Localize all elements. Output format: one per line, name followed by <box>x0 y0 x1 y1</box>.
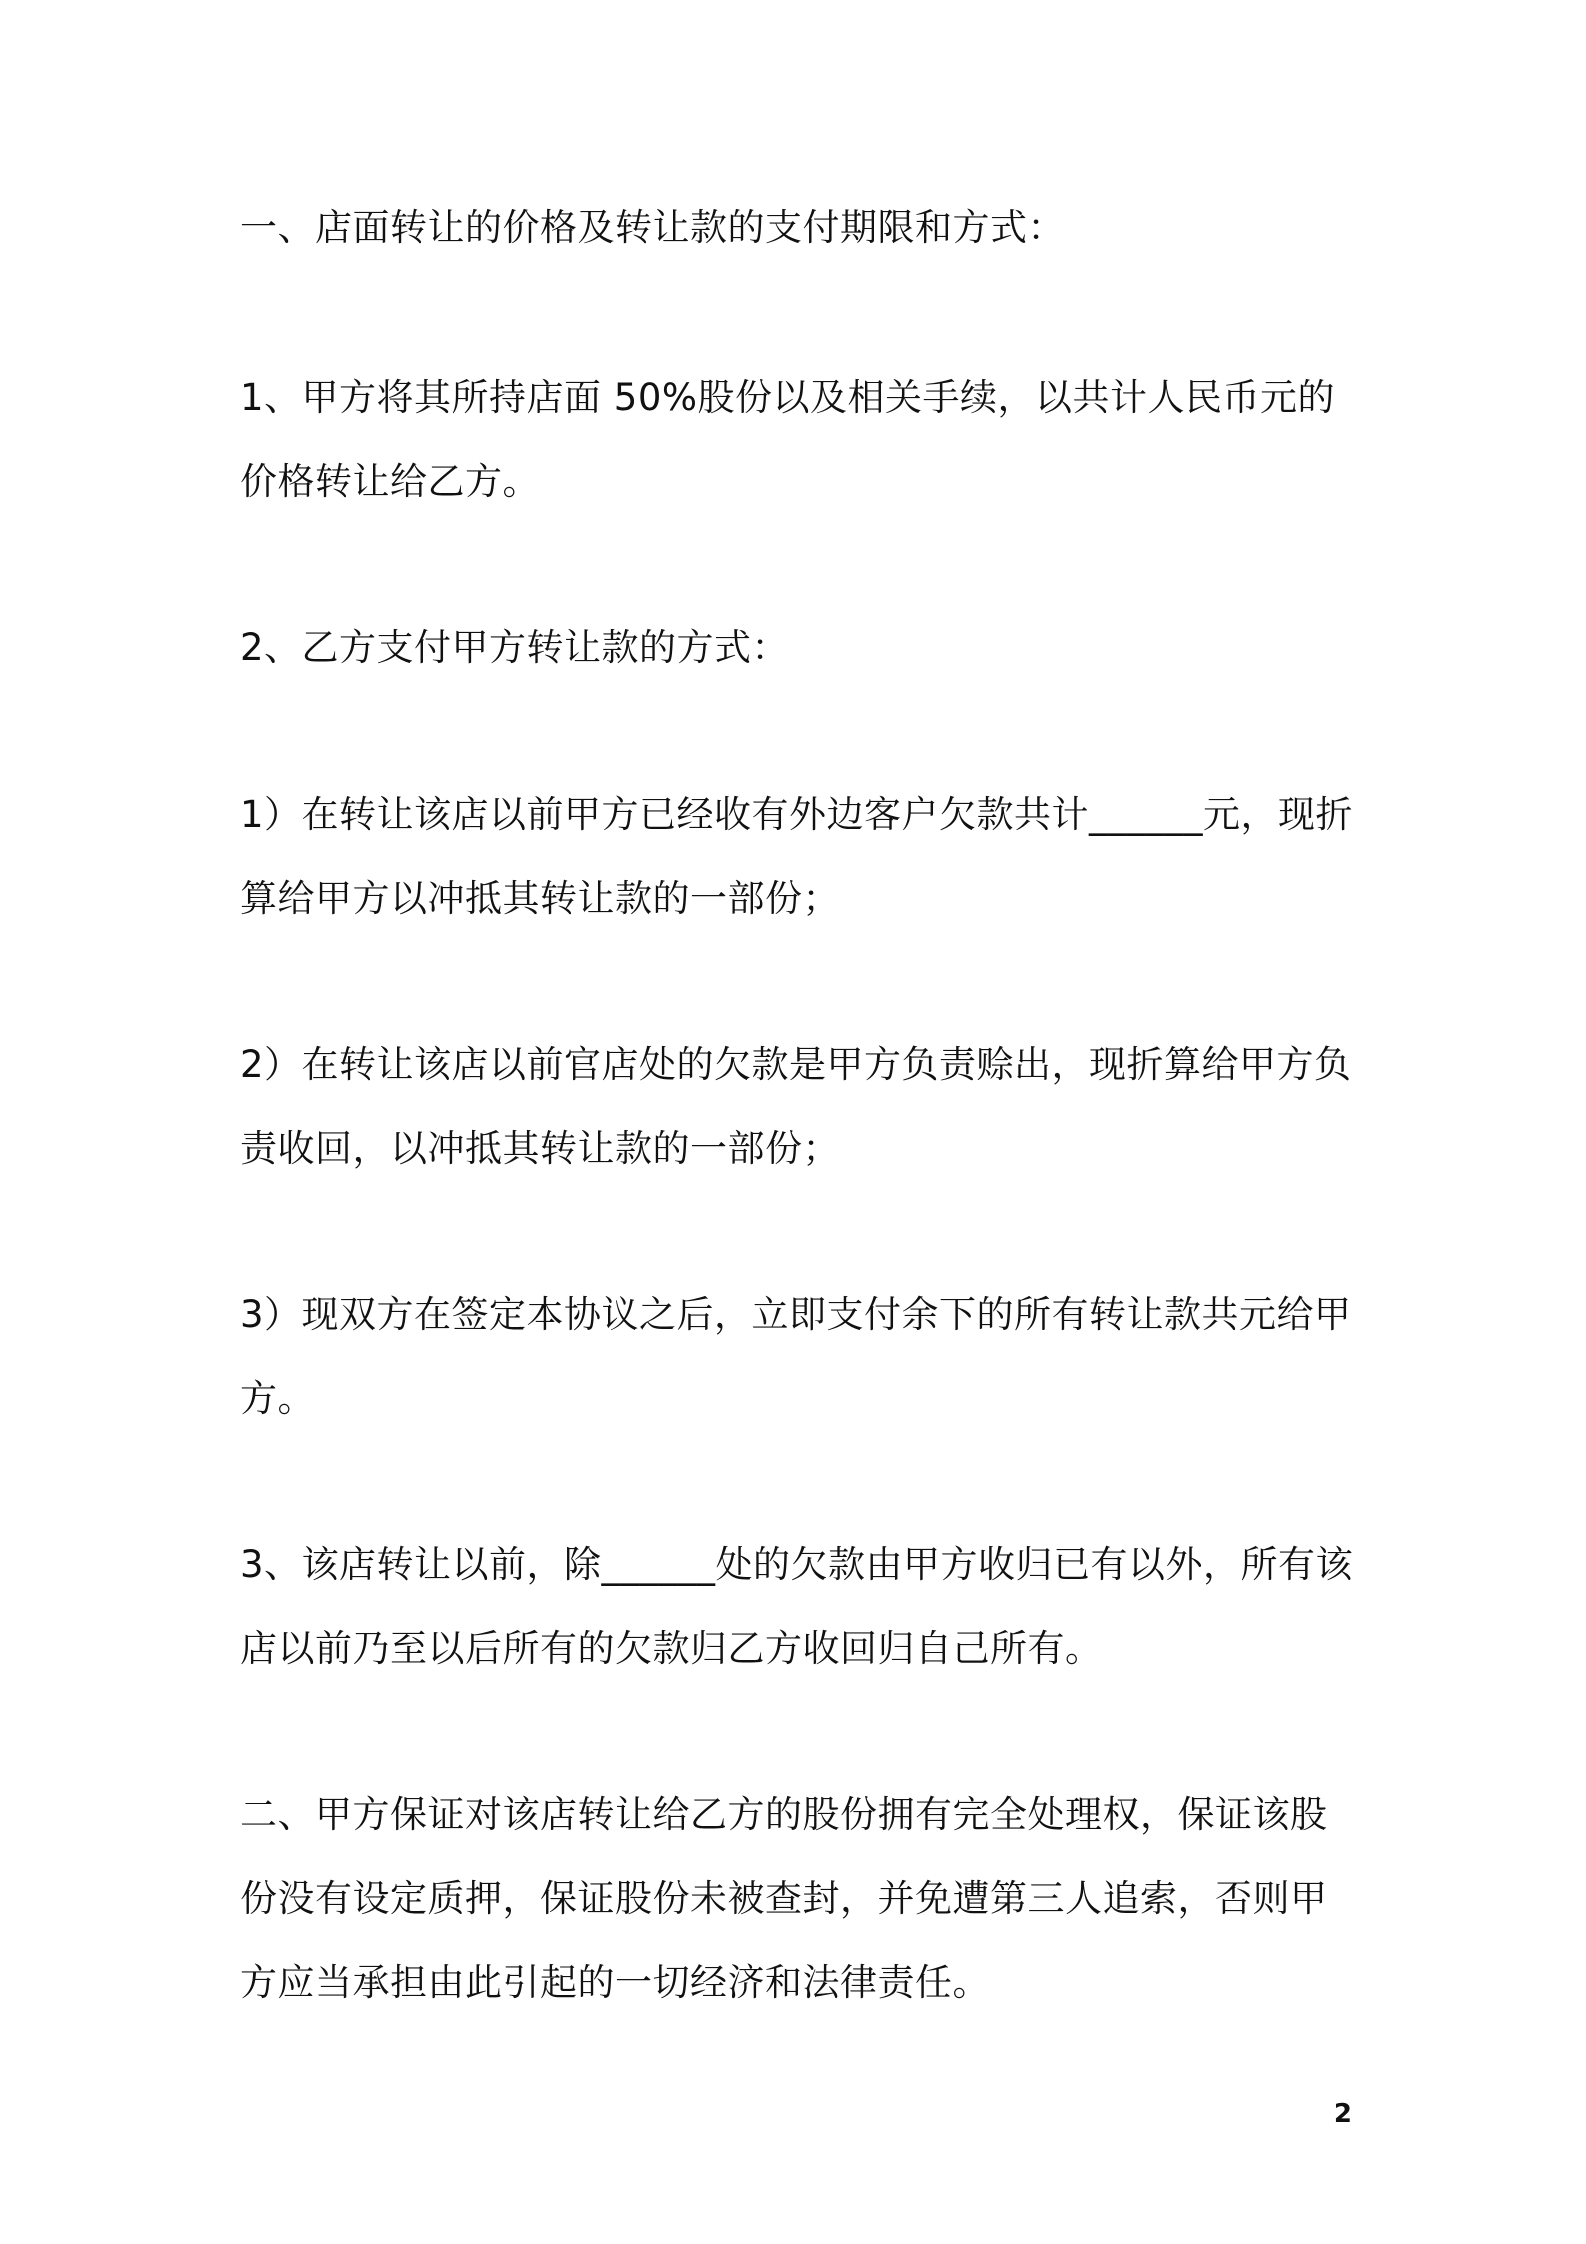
clause-2-payment-method: 2、乙方支付甲方转让款的方式： <box>240 626 790 669</box>
page-number: 2 <box>1333 2099 1352 2129</box>
subclause-2-store-debts: 2）在转让该店以前官店处的欠款是甲方负责赊出，现折算给甲方负责收回，以冲抵其转让款的一部份； <box>240 1043 1352 1170</box>
section-two-guarantee: 二、甲方保证对该店转让给乙方的股份拥有完全处理权，保证该股份没有设定质押，保证股份未被查封，并免遭第三人追索，否则甲方应当承担由此引起的一切经济和法律责任。 <box>240 1793 1328 2004</box>
section-heading-price-payment: 一、店面转让的价格及转让款的支付期限和方式： <box>240 206 1065 249</box>
clause-3-debt-ownership: 3、该店转让以前，除______处的欠款由甲方收归已有以外，所有该店以前乃至以后所有的欠款归乙方收回归自己所有。 <box>240 1543 1354 1670</box>
clause-1-transfer-price: 1、甲方将其所持店面 50%股份以及相关手续，以共计人民币元的价格转让给乙方。 <box>240 376 1336 503</box>
subclause-1-customer-debts: 1）在转让该店以前甲方已经收有外边客户欠款共计______元，现折算给甲方以冲抵其转让款的一部份； <box>240 793 1354 920</box>
subclause-3-remaining-payment: 3）现双方在签定本协议之后，立即支付余下的所有转让款共元给甲方。 <box>240 1293 1352 1420</box>
